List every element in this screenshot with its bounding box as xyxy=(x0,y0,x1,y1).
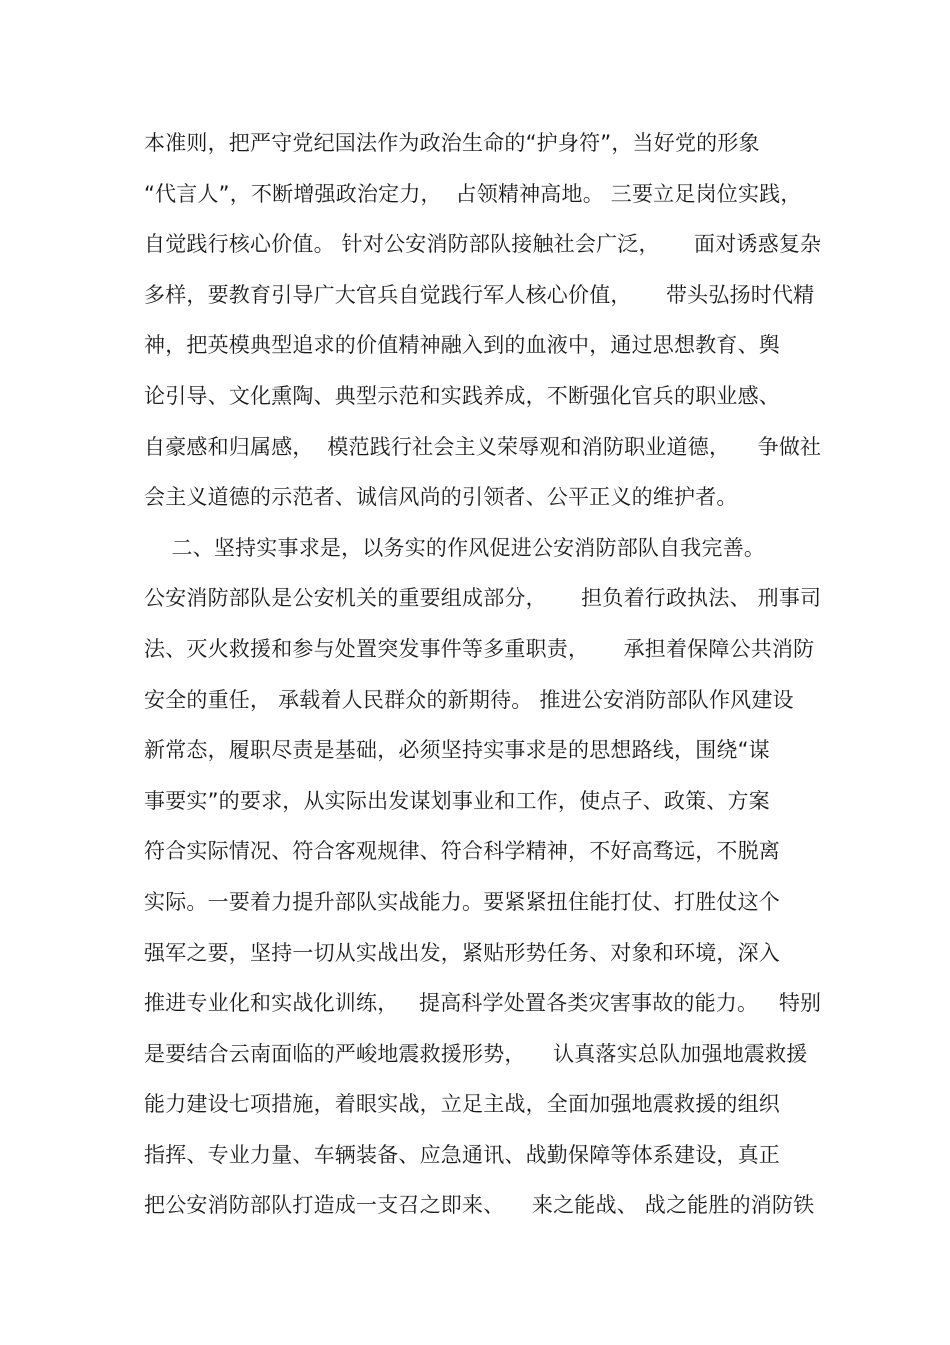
text-line-11: 法、灭火救援和参与处置突发事件等多重职责， 承担着保障公共消防 xyxy=(144,636,815,661)
text-line-5: 神，把英模典型追求的价值精神融入到的血液中，通过思想教育、舆 xyxy=(144,333,780,358)
text-line-13: 新常态，履职尽责是基础，必须坚持实事求是的思想路线，围绕“谋 xyxy=(144,738,770,763)
text-line-8: 会主义道德的示范者、诚信风尚的引领者、公平正义的维护者。 xyxy=(144,485,738,510)
text-line-21: 指挥、专业力量、车辆装备、应急通讯、战勤保障等体系建设，真正 xyxy=(144,1142,780,1167)
text-line-4: 多样，要教育引导广大官兵自觉践行军人核心价值， 带头弘扬时代精 xyxy=(144,282,815,307)
body-text xyxy=(144,124,824,1237)
text-line-10: 公安消防部队是公安机关的重要组成部分， 担负着行政执法、 刑事司 xyxy=(144,586,822,611)
text-line-18: 推进专业化和实战化训练， 提高科学处置各类灾害事故的能力。 特别 xyxy=(144,991,822,1016)
section-heading-2: 二、坚持实事求是，以务实的作风促进公安消防部队自我完善。 xyxy=(144,535,766,560)
text-line-22: 把公安消防部队打造成一支召之即来、 来之能战、 战之能胜的消防铁 xyxy=(144,1193,815,1218)
text-line-20: 能力建设七项措施，着眼实战，立足主战，全面加强地震救援的组织 xyxy=(144,1092,780,1117)
text-line-15: 符合实际情况、符合客观规律、符合科学精神，不好高骛远，不脱离 xyxy=(144,839,780,864)
text-line-16: 实际。一要着力提升部队实战能力。要紧紧扭住能打仗、打胜仗这个 xyxy=(144,889,780,914)
text-line-1: 本准则，把严守党纪国法作为政治生命的“护身符”，当好党的形象 xyxy=(144,131,760,155)
text-line-6: 论引导、文化熏陶、典型示范和实践养成，不断强化官兵的职业感、 xyxy=(144,383,780,408)
text-line-12: 安全的重任， 承载着人民群众的新期待。 推进公安消防部队作风建设 xyxy=(144,687,794,712)
text-line-19: 是要结合云南面临的严峻地震救援形势， 认真落实总队加强地震救援 xyxy=(144,1041,808,1066)
text-line-7: 自豪感和归属感， 模范践行社会主义荣辱观和消防职业道德， 争做社 xyxy=(144,434,822,459)
text-line-3: 自觉践行核心价值。 针对公安消防部队接触社会广泛， 面对诱惑复杂 xyxy=(144,232,822,257)
text-line-14: 事要实”的要求，从实际出发谋划事业和工作，使点子、政策、方案 xyxy=(144,788,770,813)
text-line-17: 强军之要，坚持一切从实战出发，紧贴形势任务、对象和环境，深入 xyxy=(144,940,780,965)
text-line-2: “代言人”，不断增强政治定力， 占领精神高地。 三要立足岗位实践， xyxy=(144,181,802,206)
